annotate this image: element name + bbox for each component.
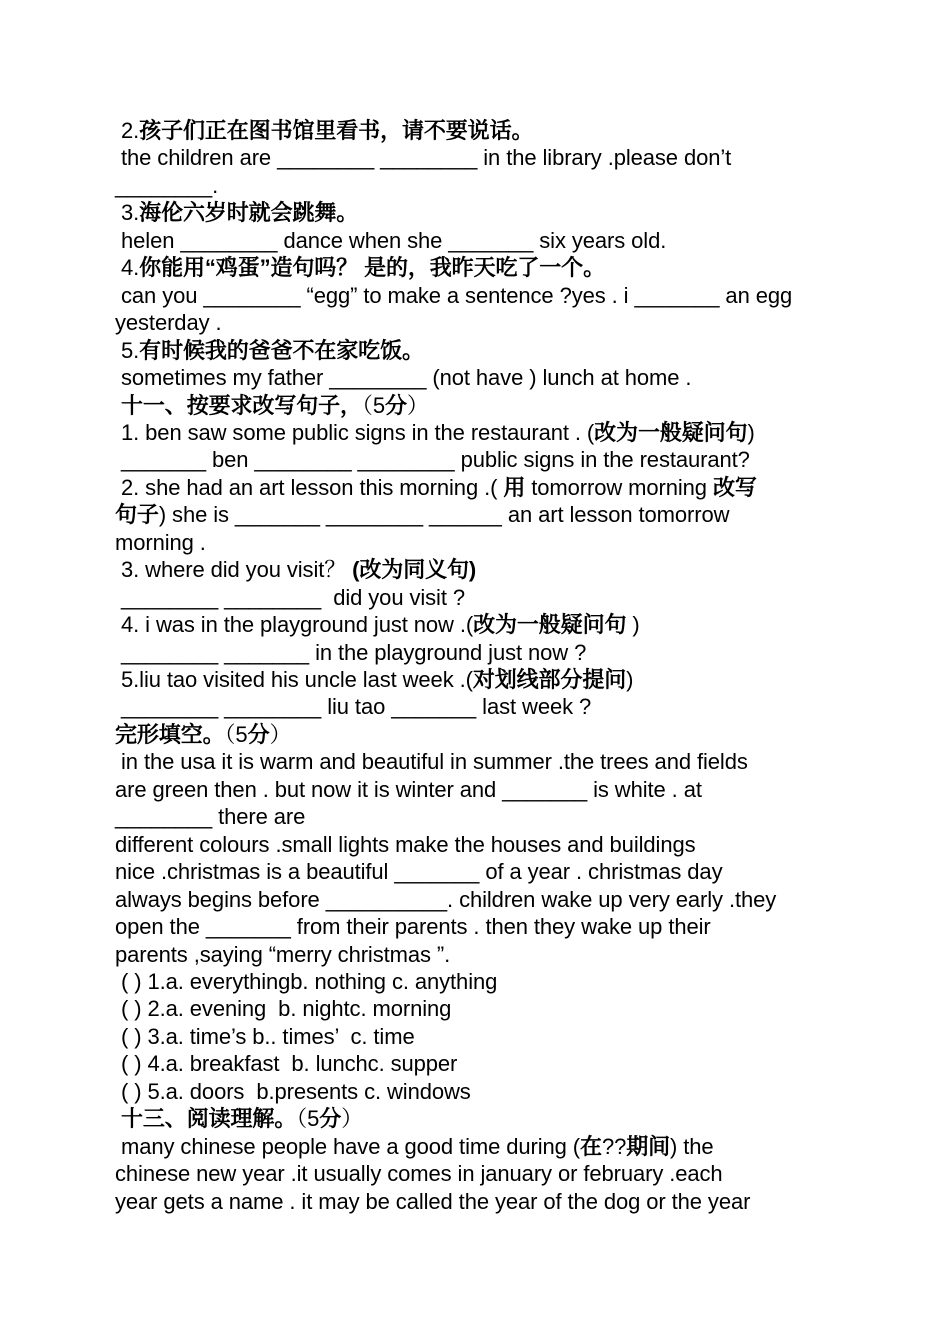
text-line [115, 227, 666, 254]
text-segment: nice .christmas is a beautiful _______ of a year . christmas day [115, 859, 723, 885]
text-segment: open the _______ from their parents . then they wake up their [115, 914, 711, 940]
text-segment: 改写 [712, 474, 757, 500]
text-segment: 5.liu tao visited his uncle last week .( [115, 667, 473, 692]
text-line [115, 1133, 714, 1160]
text-segment: 在 [580, 1133, 602, 1159]
text-segment: （5 [296, 1106, 320, 1132]
text-line [115, 1050, 457, 1077]
text-line [115, 446, 750, 473]
text-segment: always begins before __________. children wake up very early .they [115, 886, 777, 912]
text-segment: ） [406, 392, 429, 418]
text-segment: helen ________ dance when she _______ six years old. [115, 227, 667, 253]
text-line [115, 1188, 750, 1215]
text-segment: ( ) 1.a. everythingb. nothing c. anything [115, 968, 498, 994]
text-segment: many chinese people have a good time during ( [115, 1133, 581, 1159]
text-segment: sometimes my father ________ (not have ) lunch at home . [115, 365, 692, 391]
text-segment: 十三、阅读理解。 [115, 1106, 297, 1132]
text-segment: tomorrow morning [525, 474, 713, 500]
text-segment: chinese new year .it usually comes in january or february .each [115, 1161, 723, 1187]
text-segment: yesterday . [115, 310, 222, 336]
text-segment: 完形填空。 [115, 721, 225, 747]
text-segment: 十一、按要求改写句子， [115, 392, 362, 418]
text-segment: parents ,saying “merry christmas ”. [115, 941, 451, 967]
text-segment: are green then . but now it is winter and _______ is white . at [115, 776, 702, 802]
text-line [115, 474, 757, 501]
text-segment: can you ________ “egg” to make a sentence ?yes . i _______ an egg [115, 282, 793, 308]
text-line [115, 995, 451, 1022]
text-segment: 4. i was in the playground just now .( [115, 612, 474, 638]
text-segment: morning . [115, 529, 206, 555]
text-segment: 改为一般疑问句 [473, 612, 627, 638]
text-line [115, 968, 497, 995]
text-segment: ) the [670, 1133, 714, 1159]
text-segment: 3. [115, 200, 140, 226]
text-segment: ________ ________ liu tao _______ last week ? [115, 694, 592, 720]
text-segment: ) [626, 612, 640, 638]
text-line [115, 1023, 415, 1050]
text-segment: ?? [601, 1133, 627, 1159]
text-segment: 5. [115, 337, 140, 363]
text-line [115, 803, 305, 830]
text-segment: （5 [224, 721, 248, 747]
text-segment: 句子 [115, 502, 159, 528]
text-segment: 改为一般疑问句 [594, 419, 748, 445]
text-segment: year gets a name . it may be called the year of the dog or the year [115, 1188, 751, 1214]
text-segment: ) she is _______ ________ ______ an art lesson tomorrow [158, 502, 730, 528]
text-line [115, 858, 722, 885]
text-segment: ________. [115, 172, 219, 198]
text-segment: 1. ben saw some public signs in the restaurant . ( [115, 419, 595, 445]
text-line [115, 639, 586, 666]
text-line [115, 144, 731, 171]
text-line [115, 886, 776, 913]
text-segment: 用 [503, 474, 526, 500]
text-line [115, 172, 218, 199]
text-line [115, 941, 450, 968]
text-line [115, 831, 696, 858]
text-segment: 分 [384, 392, 407, 418]
text-segment: 分 [319, 1106, 342, 1132]
text-segment: in the usa it is warm and beautiful in summer .the trees and fields [115, 749, 748, 775]
text-segment: 3. where did you visit？ [115, 557, 353, 583]
text-line [115, 254, 605, 281]
text-line [115, 309, 222, 336]
text-segment: _______ ben ________ ________ public signs in the restaurant? [115, 447, 750, 473]
text-segment: 海伦六岁时就会跳舞。 [139, 200, 359, 226]
text-segment: 4. [115, 255, 140, 281]
text-line [115, 611, 640, 638]
text-segment: different colours .small lights make the houses and buildings [115, 831, 696, 857]
text-segment: ) [626, 667, 634, 692]
text-segment: 有时候我的爸爸不在家吃饭。 [139, 337, 424, 363]
text-segment: 分 [247, 721, 270, 747]
text-segment: the children are ________ ________ in the library .please don’t [115, 145, 732, 171]
text-line [115, 584, 465, 611]
text-line [115, 666, 633, 693]
text-segment: ( ) 3.a. time’s b.. times’ c. time [115, 1023, 415, 1049]
text-line [115, 556, 476, 583]
text-line [115, 748, 748, 775]
text-segment: ( ) 4.a. breakfast b. lunchc. supper [115, 1051, 458, 1077]
text-line [115, 1105, 363, 1132]
text-line [115, 392, 429, 419]
text-line [115, 776, 702, 803]
text-segment: ） [341, 1106, 364, 1132]
text-segment: （5 [361, 392, 385, 418]
text-segment: ( ) 2.a. evening b. nightc. morning [115, 996, 452, 1022]
text-line [115, 364, 691, 391]
text-line [115, 1160, 723, 1187]
text-segment: ） [269, 721, 292, 747]
text-line [115, 529, 206, 556]
text-segment: ) [747, 419, 755, 445]
text-line [115, 693, 591, 720]
text-segment: 2. she had an art lesson this morning .( [115, 474, 504, 500]
text-line [115, 1078, 471, 1105]
text-segment: ( ) 5.a. doors b.presents c. windows [115, 1078, 471, 1104]
text-line [115, 913, 711, 940]
text-segment: 对划线部分提问 [472, 667, 627, 692]
text-segment: 你能用“鸡蛋”造句吗？ 是的，我昨天吃了一个。 [139, 255, 605, 281]
text-line [115, 199, 358, 226]
text-line [115, 501, 729, 528]
text-line [115, 337, 424, 364]
text-segment: ________ ________ did you visit ? [115, 584, 466, 610]
text-segment: 期间 [626, 1133, 671, 1159]
text-segment: ________ there are [115, 804, 306, 830]
text-segment: 孩子们正在图书馆里看书，请不要说话。 [139, 118, 534, 143]
text-line [115, 117, 533, 144]
text-segment: ________ _______ in the playground just now ? [115, 639, 587, 665]
text-line [115, 282, 792, 309]
text-segment: (改为同义句) [352, 557, 477, 583]
text-segment: 2. [115, 118, 140, 143]
text-line [115, 721, 291, 748]
text-line [115, 419, 755, 446]
